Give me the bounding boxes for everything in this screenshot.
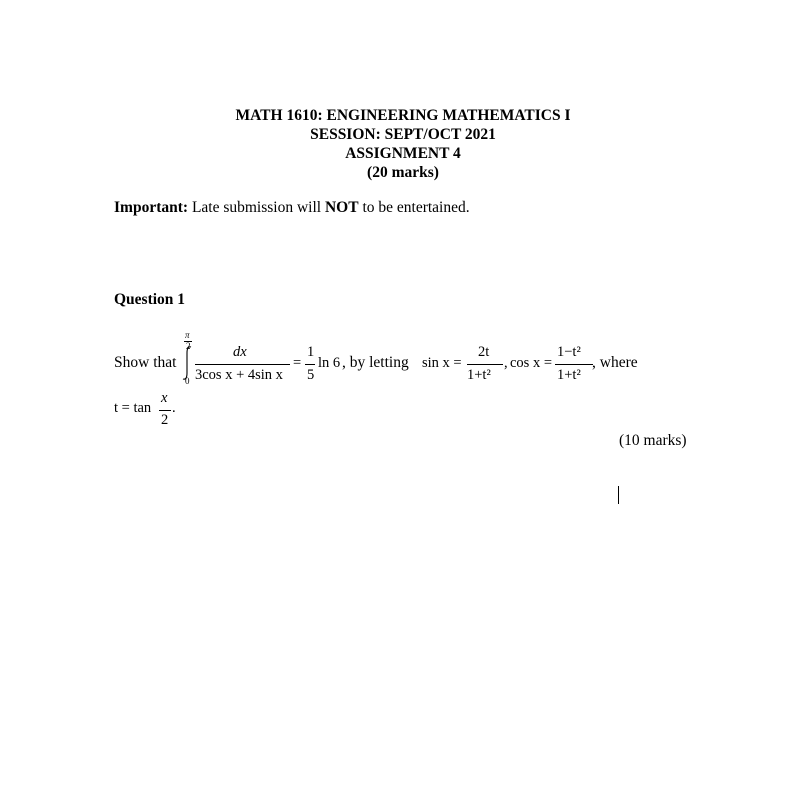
where-text: , where [592,354,638,371]
text-cursor[interactable] [618,486,619,504]
t-definition-fraction-bar [159,410,171,411]
equals-sign: = [293,355,302,371]
cos-denominator: 1+t² [557,367,581,383]
sin-denominator: 1+t² [467,367,491,383]
course-title: MATH 1610: ENGINEERING MATHEMATICS I [235,107,571,124]
cos-fraction-bar [555,364,593,365]
important-text-before: Late submission will [191,199,322,216]
question-title: Question 1 [114,291,186,308]
important-emphasis: NOT [324,199,359,216]
integral-lower-limit: 0 [185,376,190,386]
cos-numerator: 1−t² [557,344,581,360]
result-ln: ln 6 [318,355,341,371]
t-definition-denominator: 2 [161,412,169,428]
question-intro: Show that [114,354,177,371]
integral-upper-limit-numerator: π [185,330,190,340]
document-header [0,106,806,182]
t-definition-left: t = tan [114,400,152,416]
t-definition-period: . [172,400,176,416]
total-marks: (20 marks) [367,164,439,181]
important-note [114,199,470,217]
result-fraction-bar [305,364,315,365]
integrand-denominator: 3cos x + 4sin x [195,367,283,383]
result-denominator: 5 [307,367,315,383]
sin-fraction-bar [467,364,503,365]
sin-label: sin x = [422,355,462,371]
integrand-fraction-bar [195,364,290,365]
important-label: Important: [114,199,189,216]
session-line: SESSION: SEPT/OCT 2021 [310,126,496,143]
important-text-after: to be entertained. [362,199,470,216]
cos-label: cos x = [510,355,553,371]
comma: , [504,355,508,371]
integral-upper-limit-denominator: 2 [186,341,191,351]
assignment-line: ASSIGNMENT 4 [345,145,461,162]
result-numerator: 1 [307,344,315,360]
t-definition-numerator: x [161,390,168,406]
sin-numerator: 2t [478,344,490,360]
connector-text: , by letting [342,354,409,371]
question-marks: (10 marks) [619,432,687,449]
integrand-numerator: dx [233,344,247,360]
